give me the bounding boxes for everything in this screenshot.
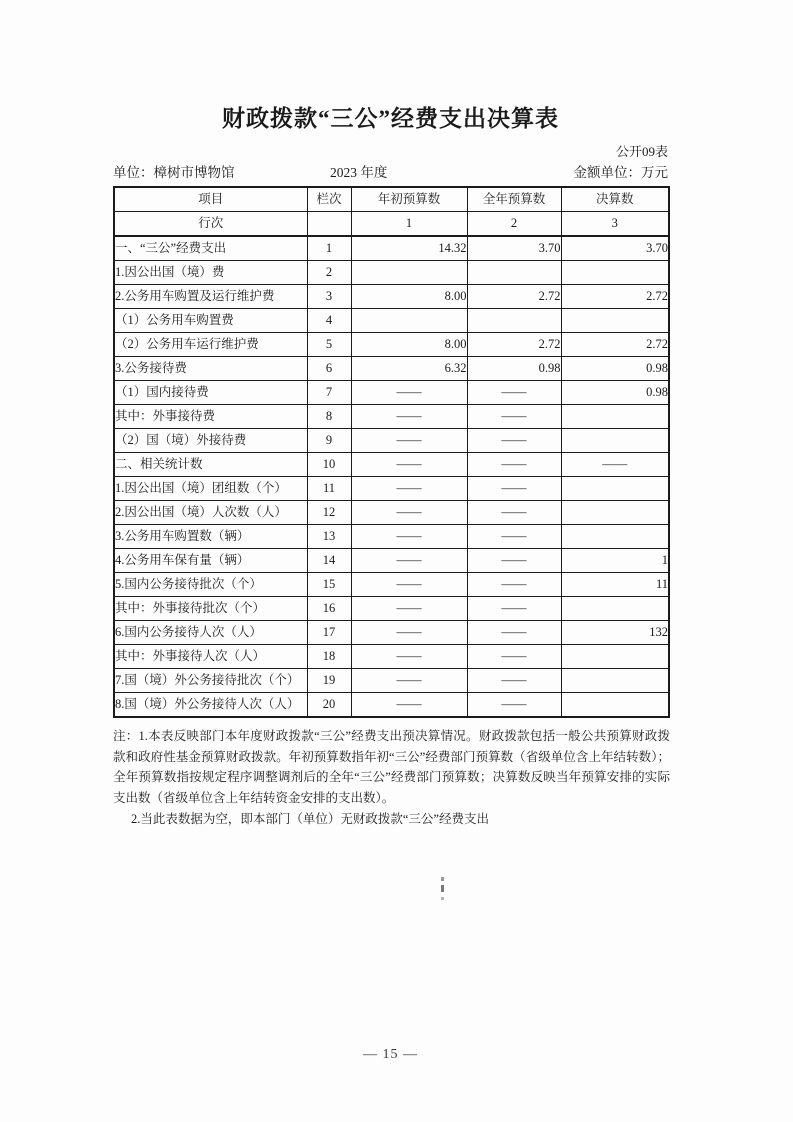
value-cell xyxy=(561,405,669,429)
value-cell: —— xyxy=(467,429,561,453)
item-cell: 6.国内公务接待人次（人） xyxy=(114,621,307,645)
amount-unit-label: 金额单位：万元 xyxy=(573,165,668,180)
value-cell: —— xyxy=(351,429,467,453)
value-cell: —— xyxy=(351,597,467,621)
table-row xyxy=(114,525,669,549)
item-cell: 1.因公出国（境）费 xyxy=(114,261,307,285)
table-row xyxy=(114,453,669,477)
item-cell: 5.国内公务接待批次（个） xyxy=(114,573,307,597)
header-annual-budget: 全年预算数 xyxy=(467,187,561,212)
item-cell: 其中：外事接待费 xyxy=(114,405,307,429)
value-cell xyxy=(351,309,467,333)
value-cell: —— xyxy=(467,453,561,477)
table-row xyxy=(114,381,669,405)
value-cell: —— xyxy=(467,621,561,645)
note-1: 注：1.本表反映部门本年度财政拨款“三公”经费支出预决算情况。财政拨款包括一般公共预算财政拨款和政府性基金预算财政拨款。年初预算数指年初“三公”经费部门预算数（省级单位含上年结转数）；全年预算数指按规定程序调整调剂后的全年“三公”经费部门预算数；决算数反映当年预算安排的实际支出数（省级单位含上年结转资金安排的支出数）。 xyxy=(113,729,670,806)
item-cell: 4.公务用车保有量（辆） xyxy=(114,549,307,573)
value-cell: —— xyxy=(351,693,467,718)
line-number-cell: 10 xyxy=(307,453,351,477)
value-cell: —— xyxy=(467,645,561,669)
page-title: 财政拨款“三公”经费支出决算表 xyxy=(222,106,559,131)
value-cell: 8.00 xyxy=(351,333,467,357)
line-number-cell: 9 xyxy=(307,429,351,453)
value-cell: —— xyxy=(467,501,561,525)
subheader-blank xyxy=(307,212,351,237)
value-cell: —— xyxy=(351,477,467,501)
item-cell: 2.因公出国（境）人次数（人） xyxy=(114,501,307,525)
line-number-cell: 13 xyxy=(307,525,351,549)
subheader-col-2: 2 xyxy=(467,212,561,237)
year-label: 2023 年度 xyxy=(330,165,388,180)
table-row xyxy=(114,693,669,718)
value-cell: —— xyxy=(351,405,467,429)
line-number-cell: 11 xyxy=(307,477,351,501)
value-cell: 3.70 xyxy=(561,236,669,261)
table-row xyxy=(114,285,669,309)
value-cell xyxy=(561,693,669,718)
line-number-cell: 5 xyxy=(307,333,351,357)
table-header-row xyxy=(114,187,669,212)
value-cell: —— xyxy=(467,573,561,597)
line-number-cell: 12 xyxy=(307,501,351,525)
value-cell: —— xyxy=(561,453,669,477)
value-cell xyxy=(561,669,669,693)
value-cell: 0.98 xyxy=(467,357,561,381)
table-row xyxy=(114,477,669,501)
value-cell: —— xyxy=(351,645,467,669)
item-cell: （1）国内接待费 xyxy=(114,381,307,405)
value-cell xyxy=(561,309,669,333)
value-cell: —— xyxy=(351,453,467,477)
line-number-cell: 3 xyxy=(307,285,351,309)
header-initial-budget: 年初预算数 xyxy=(351,187,467,212)
value-cell: 8.00 xyxy=(351,285,467,309)
table-code: 公开09表 xyxy=(615,144,668,159)
value-cell xyxy=(351,261,467,285)
value-cell: 2.72 xyxy=(467,285,561,309)
item-cell: （1）公务用车购置费 xyxy=(114,309,307,333)
value-cell: —— xyxy=(351,549,467,573)
table-row xyxy=(114,405,669,429)
line-number-cell: 2 xyxy=(307,261,351,285)
subheader-label: 行次 xyxy=(114,212,307,237)
value-cell: —— xyxy=(351,573,467,597)
notes xyxy=(113,726,670,830)
table-row xyxy=(114,549,669,573)
table-row xyxy=(114,261,669,285)
expense-table xyxy=(113,186,670,718)
line-number-cell: 8 xyxy=(307,405,351,429)
item-cell: 7.国（境）外公务接待批次（个） xyxy=(114,669,307,693)
item-cell: 其中：外事接待批次（个） xyxy=(114,597,307,621)
line-number-cell: 16 xyxy=(307,597,351,621)
subheader-col-3: 3 xyxy=(561,212,669,237)
value-cell: 1 xyxy=(561,549,669,573)
value-cell: —— xyxy=(467,597,561,621)
value-cell: 6.32 xyxy=(351,357,467,381)
line-number-cell: 20 xyxy=(307,693,351,718)
value-cell: —— xyxy=(351,501,467,525)
item-cell: 3.公务用车购置数（辆） xyxy=(114,525,307,549)
value-cell xyxy=(561,525,669,549)
item-cell: 其中：外事接待人次（人） xyxy=(114,645,307,669)
unit-label: 单位：樟树市博物馆 xyxy=(113,165,235,180)
value-cell: —— xyxy=(351,669,467,693)
value-cell xyxy=(561,477,669,501)
value-cell: 2.72 xyxy=(561,285,669,309)
value-cell: —— xyxy=(467,381,561,405)
table-row xyxy=(114,357,669,381)
table-row xyxy=(114,597,669,621)
value-cell xyxy=(561,645,669,669)
line-number-cell: 6 xyxy=(307,357,351,381)
value-cell: —— xyxy=(467,693,561,718)
header-item: 项目 xyxy=(114,187,307,212)
value-cell: —— xyxy=(351,621,467,645)
table-row xyxy=(114,573,669,597)
value-cell: 14.32 xyxy=(351,236,467,261)
item-cell: 一、“三公”经费支出 xyxy=(114,236,307,261)
value-cell xyxy=(467,261,561,285)
line-number-cell: 15 xyxy=(307,573,351,597)
item-cell: 3.公务接待费 xyxy=(114,357,307,381)
item-cell: 1.因公出国（境）团组数（个） xyxy=(114,477,307,501)
item-cell: 二、相关统计数 xyxy=(114,453,307,477)
value-cell: —— xyxy=(351,525,467,549)
table-row xyxy=(114,309,669,333)
item-cell: （2）公务用车运行维护费 xyxy=(114,333,307,357)
value-cell: 2.72 xyxy=(467,333,561,357)
scan-artifact xyxy=(441,877,444,910)
line-number-cell: 4 xyxy=(307,309,351,333)
table-row xyxy=(114,645,669,669)
item-cell: 2.公务用车购置及运行维护费 xyxy=(114,285,307,309)
line-number-cell: 7 xyxy=(307,381,351,405)
value-cell: —— xyxy=(467,549,561,573)
value-cell xyxy=(561,429,669,453)
header-column-no: 栏次 xyxy=(307,187,351,212)
value-cell: —— xyxy=(467,669,561,693)
subheader-col-1: 1 xyxy=(351,212,467,237)
table-row xyxy=(114,501,669,525)
line-number-cell: 19 xyxy=(307,669,351,693)
table-subheader-row xyxy=(114,212,669,237)
line-number-cell: 1 xyxy=(307,236,351,261)
value-cell: —— xyxy=(467,477,561,501)
page-number: — 15 — xyxy=(363,1047,418,1062)
line-number-cell: 18 xyxy=(307,645,351,669)
value-cell: —— xyxy=(351,381,467,405)
line-number-cell: 14 xyxy=(307,549,351,573)
value-cell: 0.98 xyxy=(561,357,669,381)
table-row xyxy=(114,429,669,453)
note-2: 2.当此表数据为空，即本部门（单位）无财政拨款“三公”经费支出 xyxy=(131,811,489,826)
value-cell xyxy=(467,309,561,333)
value-cell: 3.70 xyxy=(467,236,561,261)
table-row xyxy=(114,236,669,261)
table-row xyxy=(114,669,669,693)
table-row xyxy=(114,333,669,357)
value-cell: —— xyxy=(467,525,561,549)
line-number-cell: 17 xyxy=(307,621,351,645)
item-cell: 8.国（境）外公务接待人次（人） xyxy=(114,693,307,718)
value-cell xyxy=(561,261,669,285)
meta-row xyxy=(113,161,668,179)
value-cell: 2.72 xyxy=(561,333,669,357)
value-cell: 11 xyxy=(561,573,669,597)
value-cell: 132 xyxy=(561,621,669,645)
item-cell: （2）国（境）外接待费 xyxy=(114,429,307,453)
value-cell: —— xyxy=(467,405,561,429)
value-cell xyxy=(561,501,669,525)
table-row xyxy=(114,621,669,645)
value-cell xyxy=(561,597,669,621)
header-final-accounts: 决算数 xyxy=(561,187,669,212)
value-cell: 0.98 xyxy=(561,381,669,405)
